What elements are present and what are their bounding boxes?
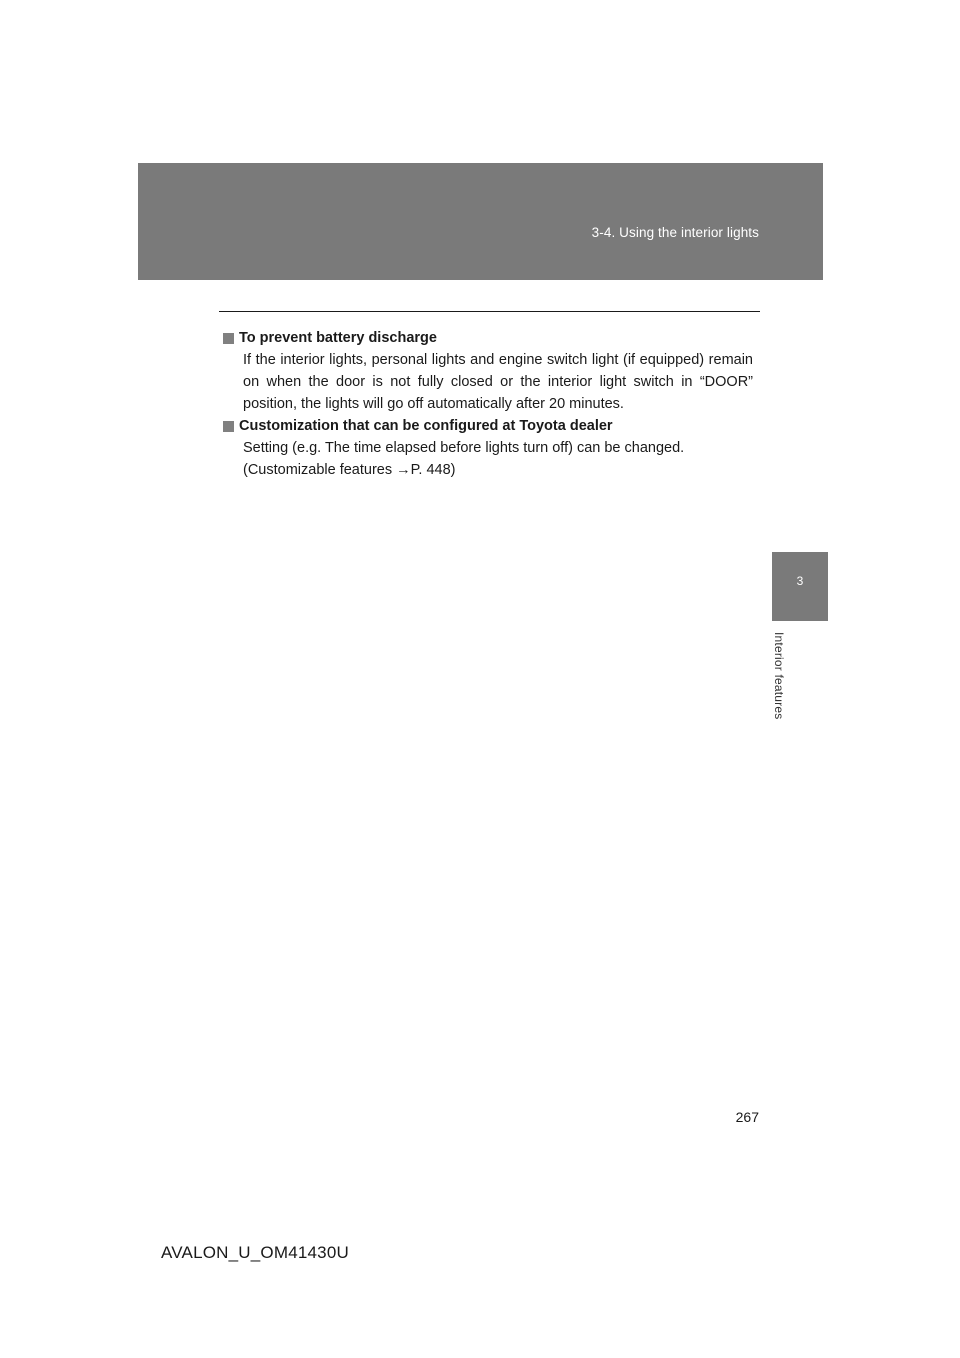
note-heading-text: Customization that can be configured at Toyota dealer <box>239 418 613 434</box>
note-body: Setting (e.g. The time elapsed before lights turn off) can be changed. <box>243 440 685 456</box>
note-heading <box>223 327 753 349</box>
page-content <box>223 327 753 481</box>
note-body: If the interior lights, personal lights and engine switch light (if equipped) remain on when the door is not fully closed or the interior light switch in “DOOR” position, the lights will go off automatically after 20 minutes. <box>243 352 753 412</box>
note-heading <box>223 415 753 437</box>
square-bullet-icon <box>223 333 234 344</box>
document-code: AVALON_U_OM41430U <box>161 1243 349 1262</box>
section-title: 3-4. Using the interior lights <box>591 225 759 240</box>
section-divider <box>219 311 760 312</box>
header-band <box>138 163 823 280</box>
note-body-reference: (Customizable features →P. 448) <box>243 462 456 478</box>
chapter-label <box>772 632 786 732</box>
chapter-tab <box>772 552 828 621</box>
note-item <box>223 415 753 481</box>
note-item <box>223 327 753 415</box>
square-bullet-icon <box>223 421 234 432</box>
chapter-label-text: Interior features <box>772 632 786 720</box>
note-heading-text: To prevent battery discharge <box>239 330 437 346</box>
page-number: 267 <box>735 1109 759 1125</box>
chapter-number: 3 <box>796 574 804 588</box>
